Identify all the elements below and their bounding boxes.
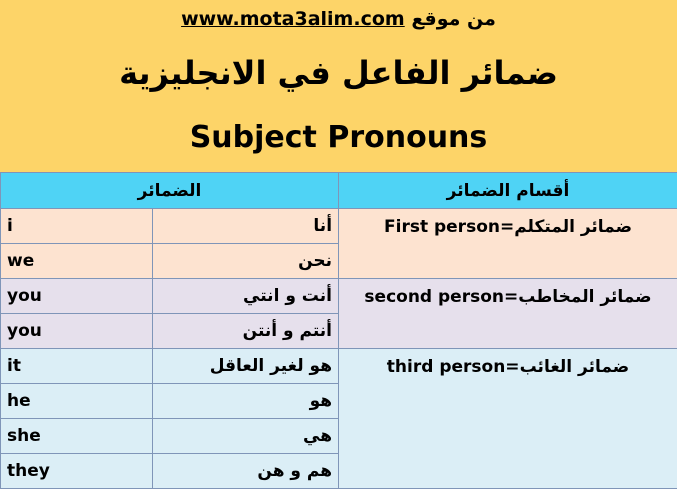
table-row — [1, 279, 677, 314]
arabic-pronoun: هي — [153, 419, 339, 454]
category-second-person: second person=ضمائر المخاطب — [339, 279, 677, 349]
header-categories: أقسام الضمائر — [339, 173, 677, 209]
english-pronoun: we — [1, 244, 153, 279]
header-pronouns: الضمائر — [1, 173, 339, 209]
arabic-pronoun: هو لغير العاقل — [153, 349, 339, 384]
arabic-pronoun: أنتم و أنتن — [153, 314, 339, 349]
english-pronoun: you — [1, 279, 153, 314]
english-title: Subject Pronouns — [189, 120, 488, 155]
english-pronoun: they — [1, 454, 153, 489]
category-first-person: First person=ضمائر المتكلم — [339, 209, 677, 279]
site-url[interactable]: www.mota3alim.com — [181, 8, 405, 30]
site-prefix: من موقع — [411, 8, 496, 30]
arabic-pronoun: هم و هن — [153, 454, 339, 489]
pronouns-table — [0, 172, 677, 489]
table-header-row — [1, 173, 677, 209]
arabic-pronoun: هو — [153, 384, 339, 419]
english-pronoun: he — [1, 384, 153, 419]
table-row — [1, 209, 677, 244]
arabic-title: ضمائر الفاعل في الانجليزية — [119, 54, 558, 92]
english-pronoun: i — [1, 209, 153, 244]
english-pronoun: you — [1, 314, 153, 349]
category-third-person: third person=ضمائر الغائب — [339, 349, 677, 489]
english-pronoun: she — [1, 419, 153, 454]
header-banner — [0, 0, 677, 172]
site-line — [0, 8, 677, 30]
arabic-pronoun: أنا — [153, 209, 339, 244]
table-row — [1, 349, 677, 384]
english-pronoun: it — [1, 349, 153, 384]
arabic-pronoun: أنت و انتي — [153, 279, 339, 314]
arabic-pronoun: نحن — [153, 244, 339, 279]
